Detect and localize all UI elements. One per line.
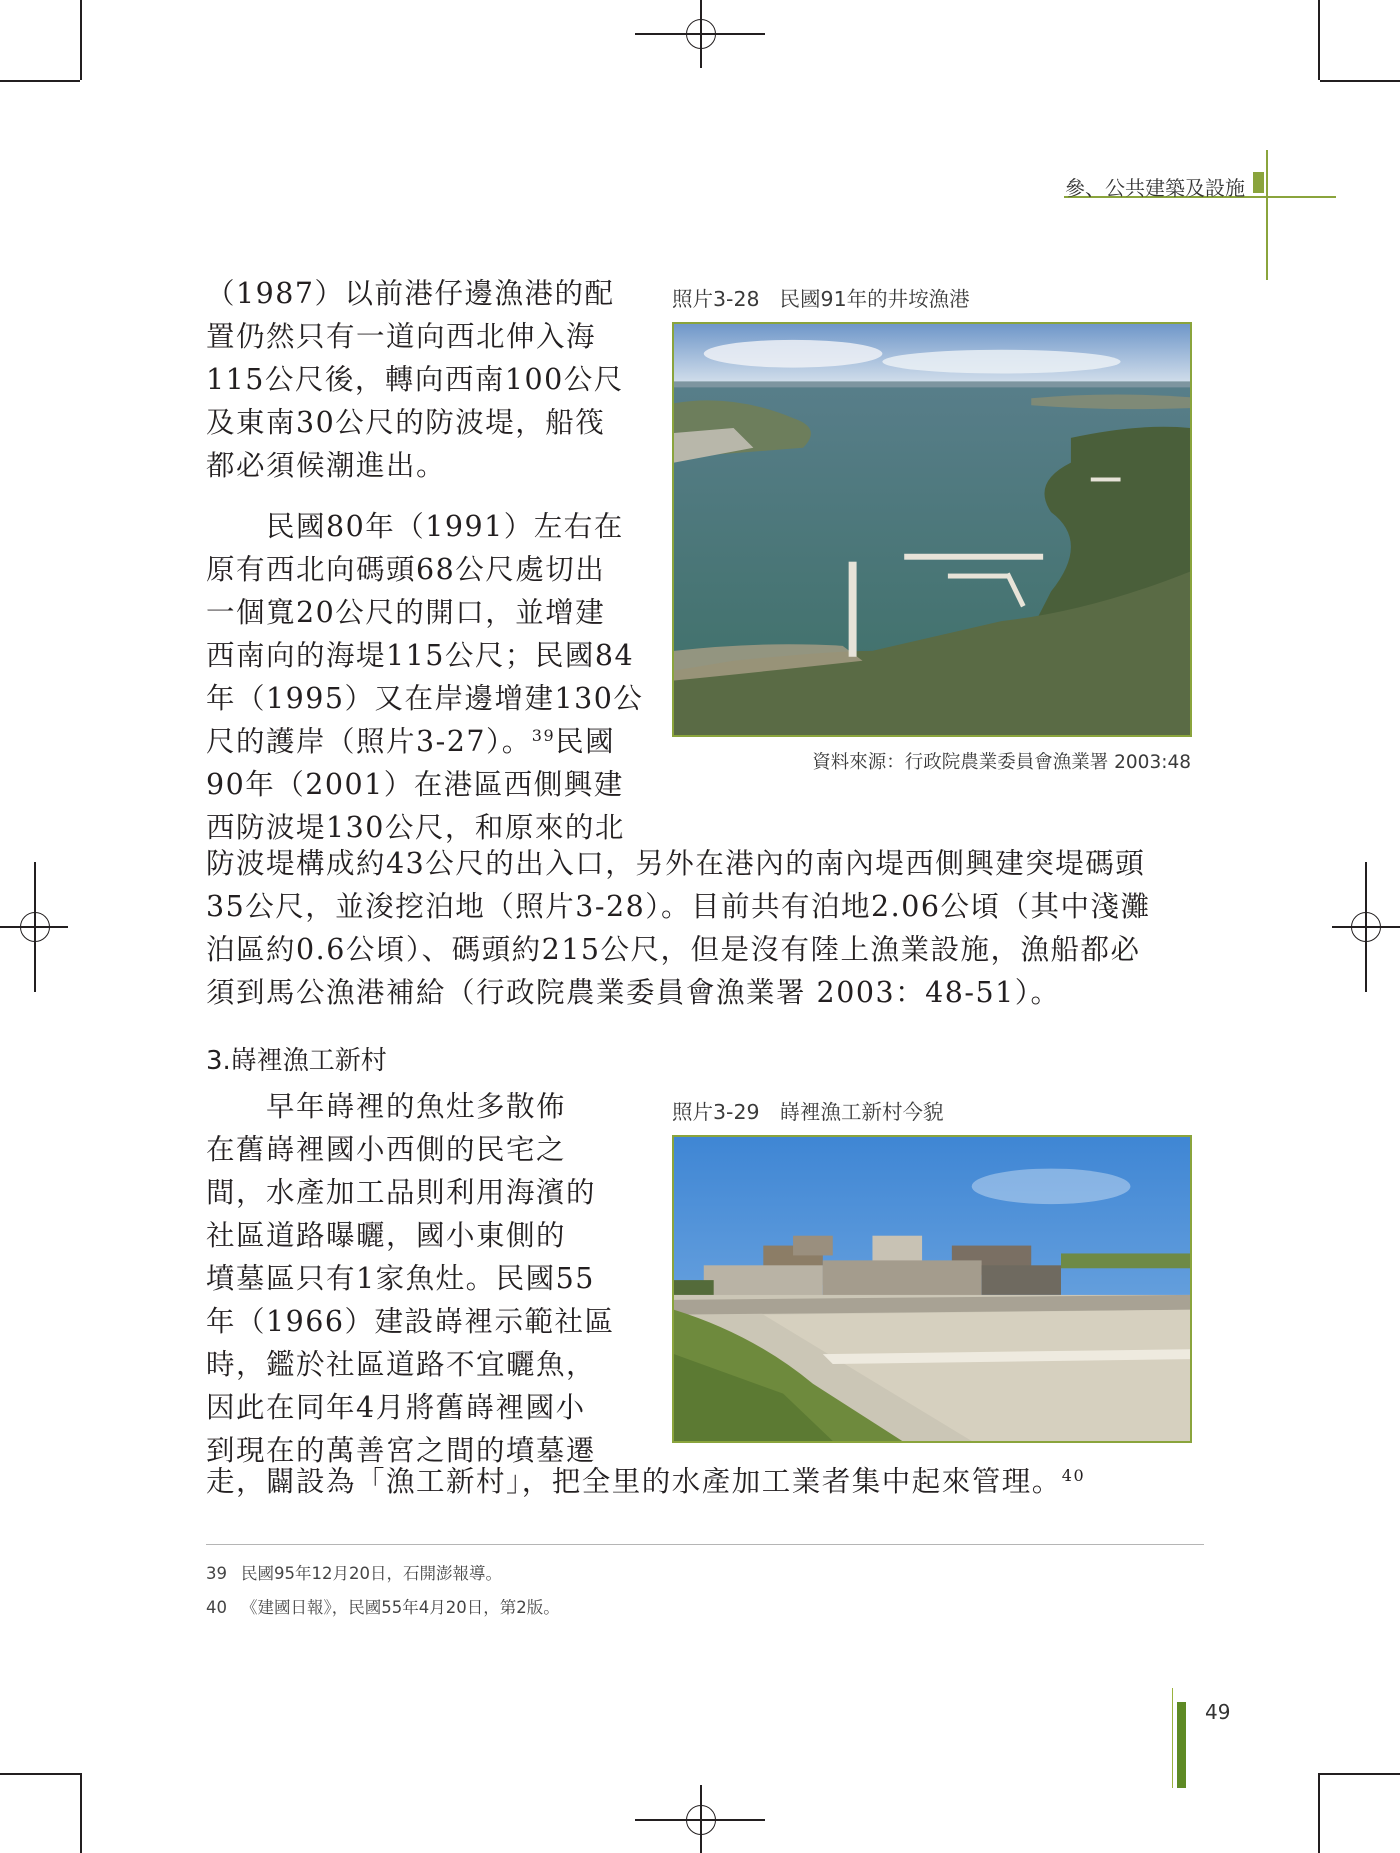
paragraph-3: 防波堤構成約43公尺的出入口，另外在港內的南內堤西側興建突堤碼頭 35公尺，並浚挖泊地（照片3-28）。目前共有泊地2.06公頃（其中淺灘 泊區約0.6公頃）、碼頭約215公尺，但是沒有陸上漁業設施，漁船都必 須到馬公漁港補給（行政院農業委員會漁業署 2003：48-51）。 (206, 847, 1151, 1009)
page-number-rule (1172, 1688, 1173, 1788)
footnote-number: 40 (206, 1598, 227, 1617)
photo-number: 照片3-28 (672, 287, 760, 311)
paragraph-5 (206, 1460, 1194, 1503)
footnote-40 (206, 1594, 560, 1618)
photo-title: 民國91年的井垵漁港 (779, 287, 970, 311)
para2-line: 西南向的海堤115公尺；民國84 (206, 639, 635, 672)
photo-title: 嵵裡漁工新村今貌 (779, 1100, 944, 1124)
para2-line: 民國 (555, 725, 616, 758)
para5-text: 走，闢設為「漁工新村」，把全里的水產加工業者集中起來管理。 (206, 1465, 1062, 1498)
section-title: 3.嵵裡漁工新村 (206, 1046, 387, 1076)
footnote-ref-40: 40 (1061, 1466, 1086, 1485)
para2-line: 尺的護岸（照片3-27）。 (206, 725, 532, 758)
para2-line: 年（1995）又在岸邊增建130公 (206, 682, 644, 715)
para2-line: 一個寬20公尺的開口，並增建 (206, 596, 606, 629)
photo-harbor-aerial (672, 322, 1192, 737)
footnote-text: 《建國日報》，民國55年4月20日，第2版。 (241, 1598, 560, 1617)
para2-line: 90年（2001）在港區西側興建 (206, 768, 624, 801)
page-number: 49 (1205, 1700, 1231, 1724)
footnote-divider (206, 1544, 1204, 1545)
paragraph-1: （1987）以前港仔邊漁港的配 置仍然只有一道向西北伸入海 115公尺後，轉向西南100公尺 及東南30公尺的防波堤，船筏 都必須候潮進出。 (206, 277, 624, 482)
footnote-text: 民國95年12月20日，石開澎報導。 (241, 1564, 502, 1583)
chapter-marker (1253, 172, 1264, 193)
footnote-number: 39 (206, 1564, 227, 1583)
para2-line: 民國80年（1991）左右在 (206, 510, 624, 543)
photo-number: 照片3-29 (672, 1100, 760, 1124)
paragraph-2 (206, 505, 650, 849)
para2-line: 原有西北向碼頭68公尺處切出 (206, 553, 606, 586)
page-number-bar (1177, 1702, 1186, 1788)
para2-line: 西防波堤130公尺，和原來的北 (206, 811, 625, 844)
paragraph-4: 早年嵵裡的魚灶多散佈 在舊嵵裡國小西側的民宅之 間，水產加工品則利用海濱的 社區道路曝曬，國小東側的 墳墓區只有1家魚灶。民國55 年（1966）建設嵵裡示範社區 時，鑑於社區道路不宜曬魚， 因此在同年4月將舊嵵裡國小 到現在的萬善宮之間的墳墓遷 (206, 1090, 615, 1467)
photo-source: 資料來源：行政院農業委員會漁業署 2003:48 (812, 752, 1191, 773)
chapter-title: 參、公共建築及設施 (1065, 176, 1245, 200)
photo-caption-1 (672, 282, 970, 312)
photo-caption-2 (672, 1095, 944, 1125)
footnote-39 (206, 1560, 502, 1584)
footnote-ref-39: 39 (531, 726, 556, 745)
photo-fishery-village (672, 1135, 1192, 1443)
header-accent-vertical (1266, 150, 1268, 280)
